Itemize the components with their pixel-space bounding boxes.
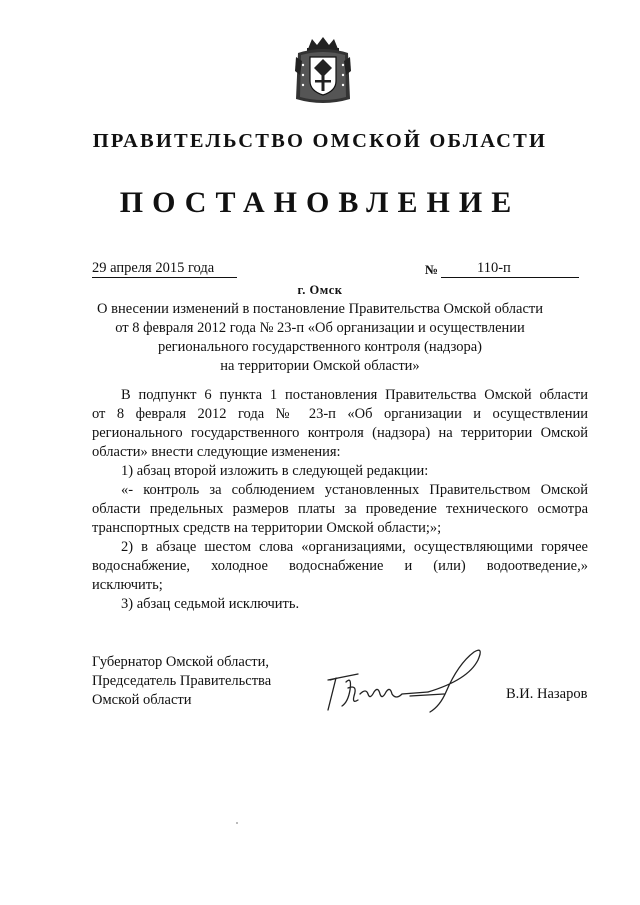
coat-of-arms-icon: [292, 35, 354, 107]
document-date: 29 апреля 2015 года: [92, 260, 237, 278]
body-line: «- контроль за соблюдением установленных Правительством Омской: [121, 482, 588, 498]
document-body: [92, 386, 588, 614]
title-line: на территории Омской области»: [220, 358, 420, 374]
document-title: [90, 300, 550, 376]
body-line: регионального государственного контроля (надзора) на территории Омской: [92, 425, 588, 441]
handwritten-signature-icon: [318, 640, 493, 720]
body-line: 3) абзац седьмой исключить.: [121, 596, 300, 612]
signatory-name: В.И. Назаров: [506, 686, 588, 702]
title-line: от 8 февраля 2012 года № 23-п «Об организации и осуществлении: [115, 320, 525, 336]
document-city: г. Омск: [297, 283, 343, 297]
page-speck: [236, 822, 238, 824]
body-line: исключить;: [92, 577, 163, 593]
body-line: от 8 февраля 2012 года № 23-п «Об организации и осуществлении: [92, 406, 588, 422]
position-line: Омской области: [92, 692, 192, 708]
position-line: Губернатор Омской области,: [92, 654, 269, 670]
body-line: области предельных размеров платы за проведение технического осмотра: [92, 501, 588, 517]
title-line: О внесении изменений в постановление Правительства Омской области: [97, 301, 543, 317]
position-line: Председатель Правительства: [92, 673, 272, 689]
issuing-authority: ПРАВИТЕЛЬСТВО ОМСКОЙ ОБЛАСТИ: [92, 130, 548, 152]
title-line: регионального государственного контроля (надзора): [158, 339, 482, 355]
document-number: 110-п: [441, 260, 579, 278]
body-line: транспортных средств на территории Омской области;»;: [92, 520, 442, 536]
signatory-position: [92, 653, 271, 710]
body-line: 2) в абзаце шестом слова «организациями, осуществляющими горячее: [121, 539, 588, 555]
number-sign: №: [425, 262, 439, 277]
body-line: В подпункт 6 пункта 1 постановления Правительства Омской области: [121, 387, 588, 403]
body-line: водоснабжение, холодное водоснабжение и (или) водоотведение,»: [92, 558, 588, 574]
body-line: 1) абзац второй изложить в следующей редакции:: [121, 463, 429, 479]
body-line: области» внести следующие изменения:: [92, 444, 341, 460]
document-type: ПОСТАНОВЛЕНИЕ: [119, 186, 521, 219]
